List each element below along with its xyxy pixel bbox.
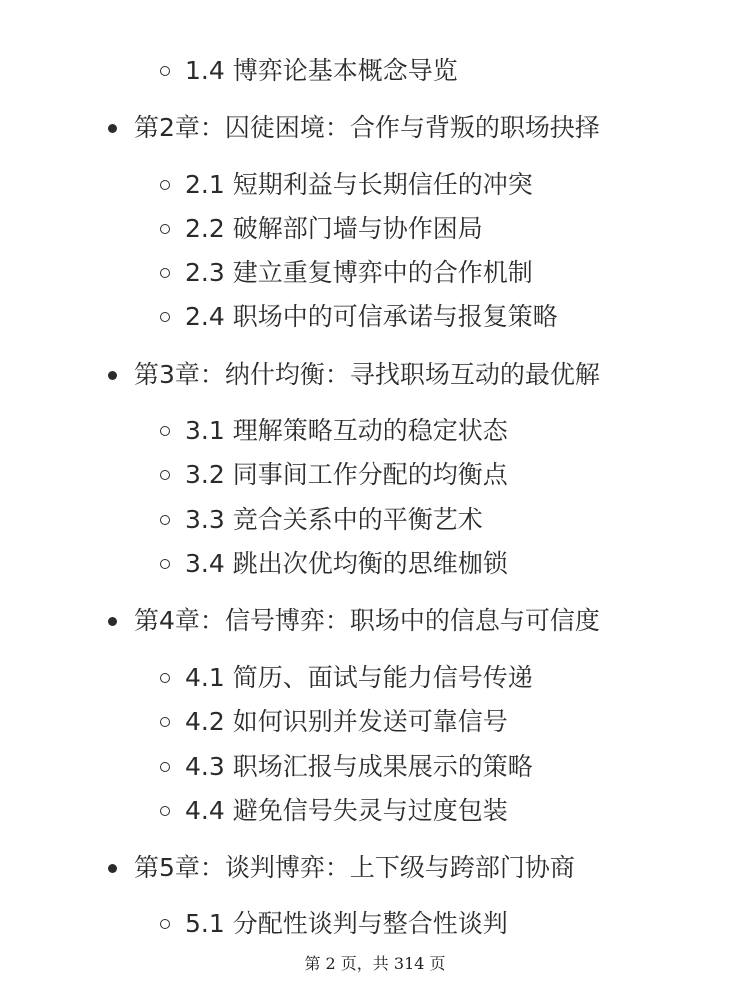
toc-text: 3.2 同事间工作分配的均衡点 bbox=[185, 460, 508, 489]
toc-text: 4.1 简历、面试与能力信号传递 bbox=[185, 663, 533, 692]
circle-bullet-icon bbox=[160, 559, 170, 569]
toc-section-3-2 bbox=[160, 460, 508, 490]
circle-bullet-icon bbox=[160, 762, 170, 772]
toc-text: 2.3 建立重复博弈中的合作机制 bbox=[185, 258, 533, 287]
disc-bullet-icon bbox=[108, 864, 117, 873]
toc-section-1-4 bbox=[160, 56, 458, 86]
toc-text: 第4章：信号博弈：职场中的信息与可信度 bbox=[134, 606, 600, 635]
toc-section-2-2 bbox=[160, 214, 483, 244]
toc-section-3-4 bbox=[160, 549, 508, 579]
toc-section-2-4 bbox=[160, 302, 558, 332]
circle-bullet-icon bbox=[160, 66, 170, 76]
circle-bullet-icon bbox=[160, 806, 170, 816]
toc-section-5-1 bbox=[160, 909, 508, 939]
disc-bullet-icon bbox=[108, 371, 117, 380]
circle-bullet-icon bbox=[160, 180, 170, 190]
toc-chapter-4 bbox=[108, 606, 600, 636]
circle-bullet-icon bbox=[160, 224, 170, 234]
circle-bullet-icon bbox=[160, 470, 170, 480]
circle-bullet-icon bbox=[160, 673, 170, 683]
page-number-label: 第 2 页，共 314 页 bbox=[304, 954, 446, 973]
toc-section-2-3 bbox=[160, 258, 533, 288]
circle-bullet-icon bbox=[160, 515, 170, 525]
toc-text: 2.2 破解部门墙与协作困局 bbox=[185, 214, 483, 243]
disc-bullet-icon bbox=[108, 617, 117, 626]
toc-text: 4.4 避免信号失灵与过度包装 bbox=[185, 796, 508, 825]
toc-section-4-4 bbox=[160, 796, 508, 826]
page-footer bbox=[0, 951, 750, 974]
toc-section-4-1 bbox=[160, 663, 533, 693]
toc-text: 1.4 博弈论基本概念导览 bbox=[185, 56, 458, 85]
toc-text: 第5章：谈判博弈：上下级与跨部门协商 bbox=[134, 853, 575, 882]
circle-bullet-icon bbox=[160, 426, 170, 436]
toc-chapter-2 bbox=[108, 113, 600, 143]
toc-text: 5.1 分配性谈判与整合性谈判 bbox=[185, 909, 508, 938]
toc-text: 2.1 短期利益与长期信任的冲突 bbox=[185, 170, 533, 199]
circle-bullet-icon bbox=[160, 717, 170, 727]
disc-bullet-icon bbox=[108, 124, 117, 133]
toc-text: 2.4 职场中的可信承诺与报复策略 bbox=[185, 302, 558, 331]
toc-section-2-1 bbox=[160, 170, 533, 200]
toc-text: 第3章：纳什均衡：寻找职场互动的最优解 bbox=[134, 360, 600, 389]
toc-text: 3.3 竞合关系中的平衡艺术 bbox=[185, 505, 483, 534]
toc-chapter-5 bbox=[108, 853, 575, 883]
toc-text: 4.2 如何识别并发送可靠信号 bbox=[185, 707, 508, 736]
circle-bullet-icon bbox=[160, 312, 170, 322]
toc-text: 3.4 跳出次优均衡的思维枷锁 bbox=[185, 549, 508, 578]
toc-section-4-2 bbox=[160, 707, 508, 737]
toc-text: 第2章：囚徒困境：合作与背叛的职场抉择 bbox=[134, 113, 600, 142]
circle-bullet-icon bbox=[160, 919, 170, 929]
toc-section-3-3 bbox=[160, 505, 483, 535]
toc-section-3-1 bbox=[160, 416, 508, 446]
circle-bullet-icon bbox=[160, 268, 170, 278]
toc-text: 4.3 职场汇报与成果展示的策略 bbox=[185, 752, 533, 781]
toc-section-4-3 bbox=[160, 752, 533, 782]
toc-text: 3.1 理解策略互动的稳定状态 bbox=[185, 416, 508, 445]
toc-chapter-3 bbox=[108, 360, 600, 390]
